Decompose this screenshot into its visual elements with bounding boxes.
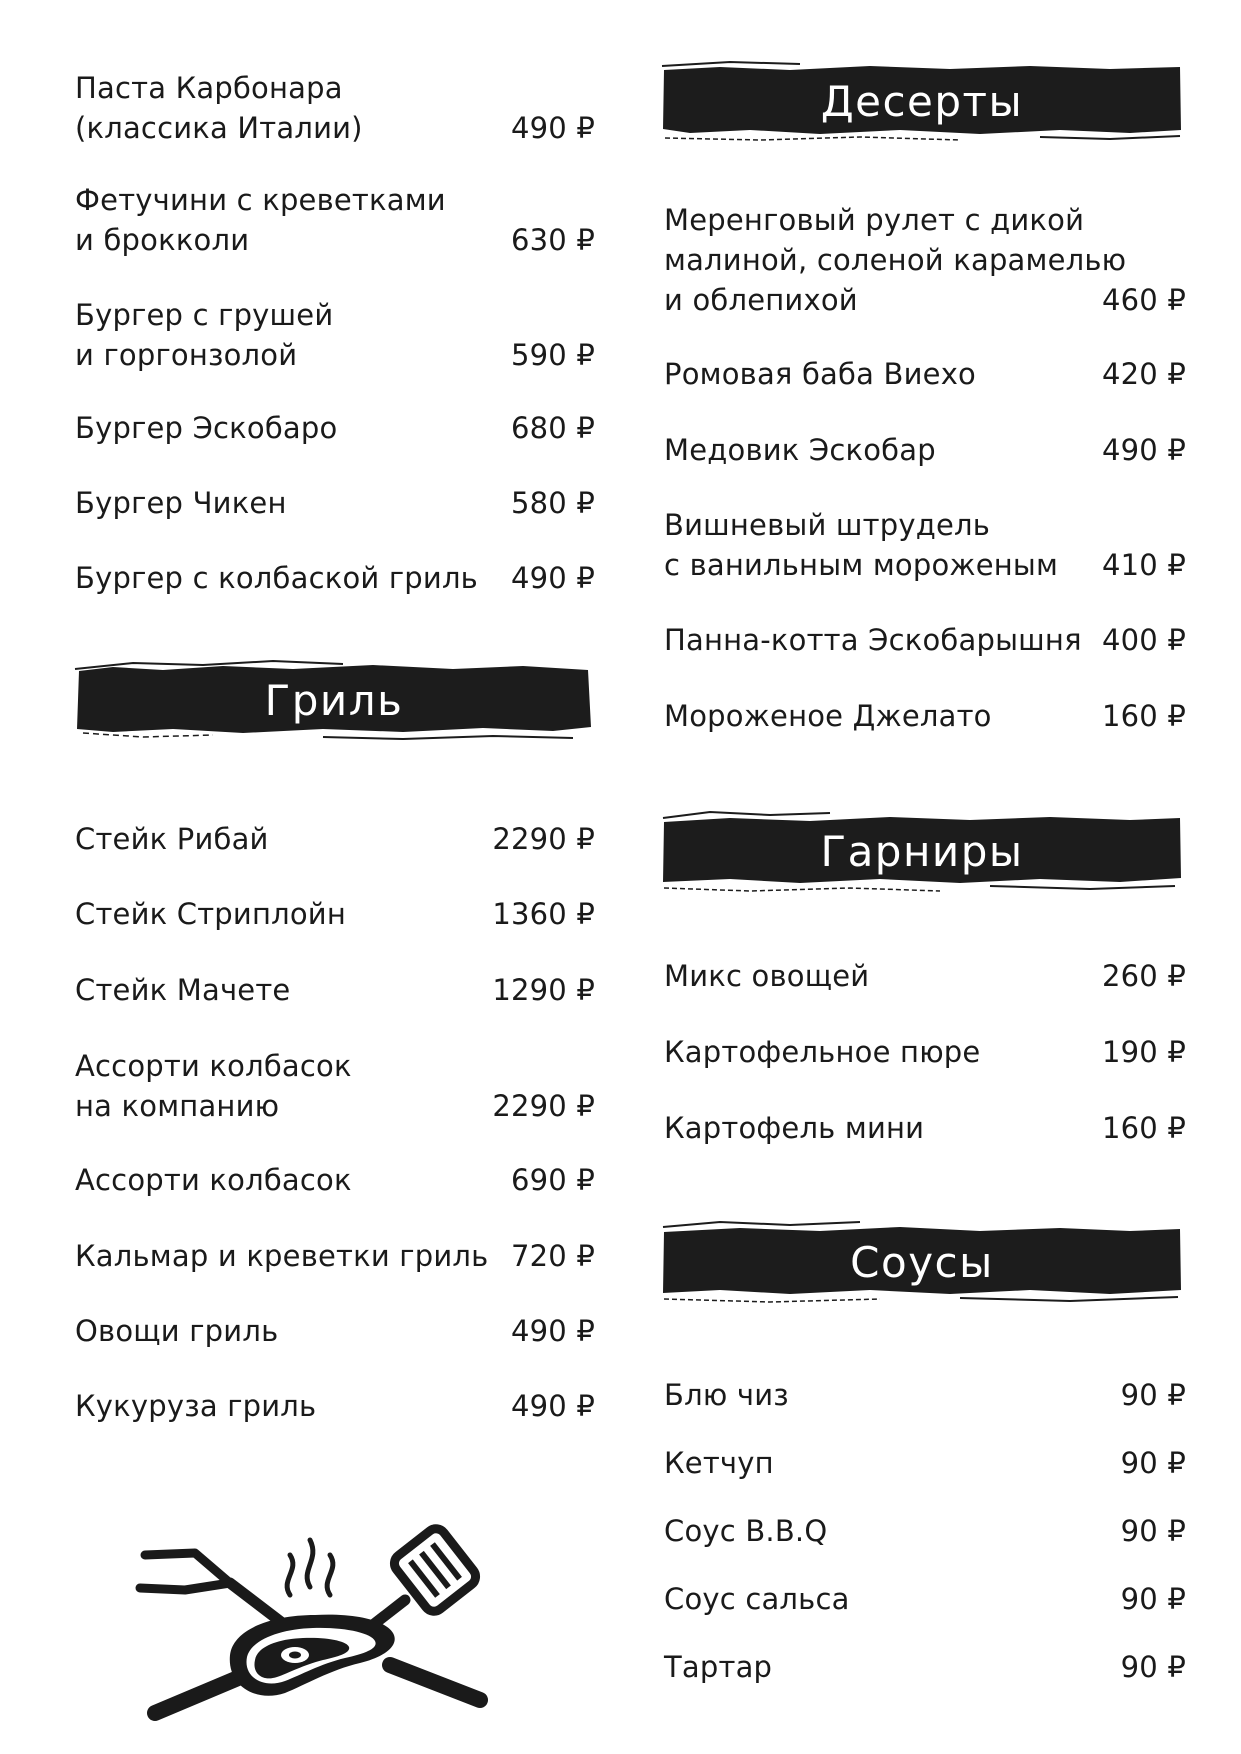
item-price: 720 ₽ <box>510 1239 595 1273</box>
item-name: Блю чиз <box>664 1378 789 1412</box>
item-name: Тартар <box>664 1650 773 1684</box>
item-price: 490 ₽ <box>510 1314 595 1348</box>
item-name: Кетчуп <box>664 1446 774 1480</box>
item-name: Кальмар и креветки гриль <box>75 1239 489 1273</box>
menu-item <box>664 1375 1186 1415</box>
item-price: 580 ₽ <box>510 486 595 520</box>
item-price: 160 ₽ <box>1101 1111 1186 1145</box>
item-price: 590 ₽ <box>510 338 595 372</box>
item-name: Стейк Рибай <box>75 822 269 856</box>
menu-item <box>664 1511 1186 1551</box>
menu-item <box>75 970 595 1010</box>
menu-item <box>75 68 595 148</box>
item-price: 190 ₽ <box>1101 1035 1186 1069</box>
menu-item <box>664 1108 1186 1148</box>
item-name: Бургер с колбаской гриль <box>75 561 478 595</box>
item-name: Ромовая баба Виехо <box>664 357 976 391</box>
item-price: 1290 ₽ <box>492 973 595 1007</box>
menu-item <box>75 408 595 448</box>
item-price: 90 ₽ <box>1120 1514 1186 1548</box>
item-name: Соус B.B.Q <box>664 1514 828 1548</box>
item-name: Мороженое Джелато <box>664 699 992 733</box>
menu-item <box>75 558 595 598</box>
item-price: 490 ₽ <box>510 561 595 595</box>
item-price: 420 ₽ <box>1101 357 1186 391</box>
item-name: Кукуруза гриль <box>75 1389 317 1423</box>
item-price: 410 ₽ <box>1101 548 1186 582</box>
menu-item <box>75 483 595 523</box>
item-name: Соус сальса <box>664 1582 850 1616</box>
menu-item <box>664 1443 1186 1483</box>
item-price: 680 ₽ <box>510 411 595 445</box>
item-name: Стейк Мачете <box>75 973 291 1007</box>
item-name: Микс овощей <box>664 959 870 993</box>
item-name: Бургер Эскобаро <box>75 411 338 445</box>
menu-item <box>75 1160 595 1200</box>
menu-item <box>664 1579 1186 1619</box>
menu-item <box>75 894 595 934</box>
section-banner-desserts <box>660 58 1184 144</box>
item-name: Медовик Эскобар <box>664 433 936 467</box>
menu-item <box>664 1647 1186 1687</box>
menu-item <box>75 1236 595 1276</box>
item-price: 490 ₽ <box>510 1389 595 1423</box>
item-name: Меренговый рулет с дикой малиной, соленой карамелью и облепихой <box>664 203 1127 317</box>
section-banner-sauces <box>660 1219 1184 1305</box>
item-price: 90 ₽ <box>1120 1446 1186 1480</box>
menu-item <box>75 1311 595 1351</box>
item-name: Панна-котта Эскобарышня <box>664 623 1082 657</box>
item-name: Ассорти колбасок <box>75 1163 352 1197</box>
menu-item <box>664 354 1186 394</box>
menu-item <box>664 956 1186 996</box>
item-name: Картофель мини <box>664 1111 925 1145</box>
item-price: 690 ₽ <box>510 1163 595 1197</box>
item-price: 90 ₽ <box>1120 1582 1186 1616</box>
menu-item <box>664 620 1186 660</box>
item-price: 630 ₽ <box>510 223 595 257</box>
item-price: 490 ₽ <box>1101 433 1186 467</box>
item-name: Вишневый штрудель с ванильным мороженым <box>664 508 1059 582</box>
grill-illustration <box>135 1515 515 1725</box>
item-price: 90 ₽ <box>1120 1650 1186 1684</box>
item-name: Ассорти колбасок на компанию <box>75 1049 352 1123</box>
item-name: Бургер Чикен <box>75 486 287 520</box>
menu-item <box>75 295 595 375</box>
menu-item <box>75 1046 595 1126</box>
section-title: Десерты <box>820 76 1024 126</box>
section-title: Соусы <box>850 1237 994 1287</box>
steak-fork-spatula-icon <box>135 1515 515 1725</box>
item-name: Паста Карбонара (классика Италии) <box>75 71 363 145</box>
section-banner-sides <box>660 808 1184 894</box>
section-banner-grill <box>73 657 595 743</box>
item-price: 90 ₽ <box>1120 1378 1186 1412</box>
item-name: Картофельное пюре <box>664 1035 981 1069</box>
item-name: Стейк Стриплойн <box>75 897 347 931</box>
item-price: 160 ₽ <box>1101 699 1186 733</box>
item-price: 490 ₽ <box>510 111 595 145</box>
menu-item <box>75 180 595 260</box>
item-name: Бургер с грушей и горгонзолой <box>75 298 334 372</box>
item-name: Фетучини с креветками и брокколи <box>75 183 446 257</box>
menu-item <box>664 696 1186 736</box>
menu-item <box>664 505 1186 585</box>
menu-item <box>664 200 1186 320</box>
menu-item <box>664 1032 1186 1072</box>
item-price: 260 ₽ <box>1101 959 1186 993</box>
item-price: 1360 ₽ <box>492 897 595 931</box>
item-price: 2290 ₽ <box>492 822 595 856</box>
item-price: 400 ₽ <box>1101 623 1186 657</box>
menu-item <box>75 1386 595 1426</box>
item-name: Овощи гриль <box>75 1314 279 1348</box>
section-title: Гарниры <box>820 826 1024 876</box>
item-price: 2290 ₽ <box>492 1089 595 1123</box>
menu-item <box>75 819 595 859</box>
item-price: 460 ₽ <box>1101 283 1186 317</box>
menu-item <box>664 430 1186 470</box>
section-title: Гриль <box>264 675 404 725</box>
